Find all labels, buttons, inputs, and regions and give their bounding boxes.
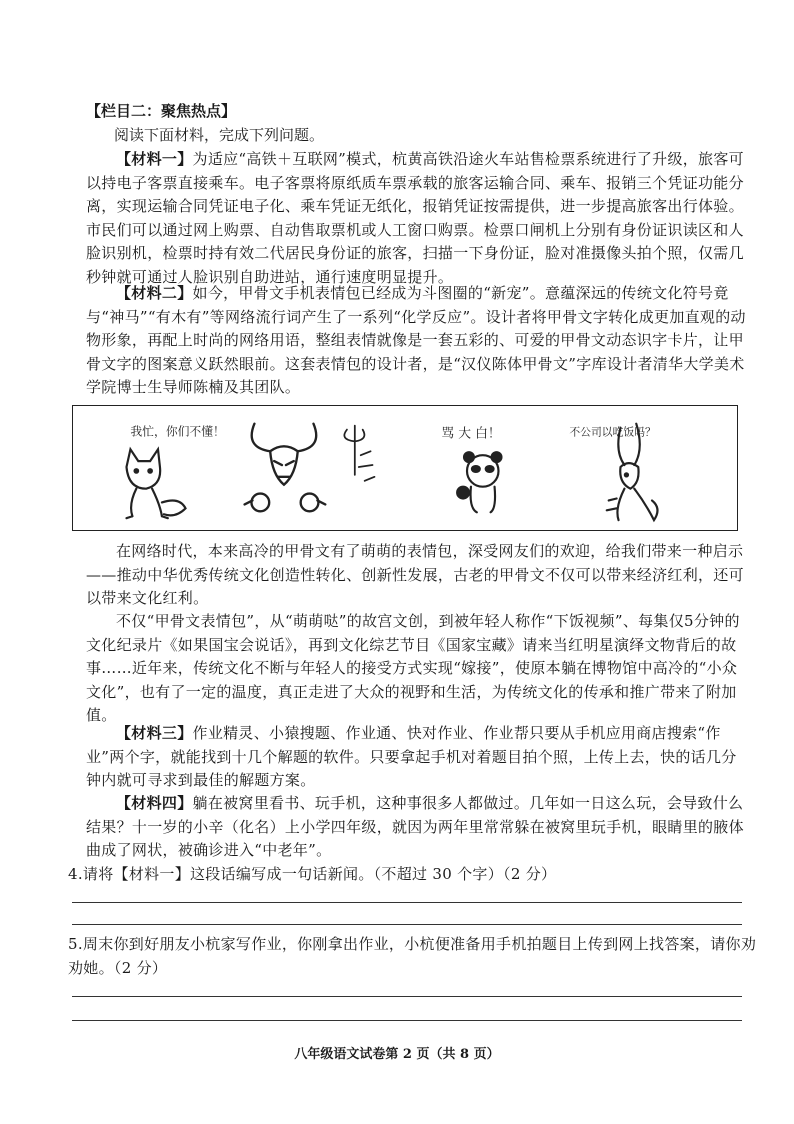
material-2-para-2: 在网络时代，本来高冷的甲骨文有了萌萌的表情包，深受网友们的欢迎，给我们带来一种启示——推动中华优秀传统文化创造性转化、创新性发展，古老的甲骨文不仅可以带来经济红利，还可以带来文化红利。	[86, 542, 744, 608]
panda-emoji-icon	[457, 452, 501, 512]
material-3-text: 作业精灵、小猿搜题、作业通、快对作业、作业帮只要从手机应用商店搜索“作业”两个字，就能找到十几个解题的软件。只要拿起手机对着题目拍个照，上传上去，快的话几分钟内就可寻求到最佳的解题方案。	[86, 724, 737, 790]
question-5: 5.周末你到好朋友小杭家写作业，你刚拿出作业，小杭便准备用手机拍题目上传到网上找答案，请你劝劝她。（2 分）	[68, 935, 757, 977]
material-1-text: 为适应“高铁＋互联网”模式，杭黄高铁沿途火车站售检票系统进行了升级，旅客可以持电子客票直接乘车。电子客票将原纸质车票承载的旅客运输合同、乘车、报销三个凭证功能分离，实现运输合同凭证电子化、乘车凭证无纸化，报销凭证按需提供，进一步提高旅客出行体验。市民们可以通过网上购票、自动售取票机或人工窗口购票。检票口闸机上分别有身份证识读区和人脸识别机，检票时持有效二代居民身份证的旅客，扫描一下身份证，脸对准摄像头拍个照，仅需几秒钟就可通过人脸识别自助进站，通行速度明显提升。	[86, 150, 744, 286]
material-4-text: 躺在被窝里看书、玩手机，这种事很多人都做过。几年如一日这么玩，会导致什么结果？十一岁的小辛（化名）上小学四年级，就因为两年里常常躲在被窝里玩手机，眼睛里的腋体曲成了网状，被确诊进入“中老年”。	[86, 794, 744, 860]
oracle-bone-emoji-illustration	[72, 405, 738, 531]
cat-emoji-icon	[126, 449, 185, 518]
material-2-para-3: 不仅“甲骨文表情包”，从“萌萌哒”的故宫文创，到被年轻人称作“下饭视频”、每集仅5分钟的文化纪录片《如果国宝会说话》，再到文化综艺节目《国家宝藏》请来当红明星演绎文物背后的故事……近年来，传统文化不断与年轻人的接受方式实现“嫁接”，使原本躺在博物馆中高冷的“小众文化”，也有了一定的温度，真正走进了大众的视野和生活，为传统文化的传承和推广带来了附加值。	[86, 612, 740, 725]
material-3-paragraph	[86, 722, 746, 793]
cat-caption: 我忙，你们不懂！	[130, 424, 225, 439]
section-instruction: 阅读下面材料，完成下列问题。	[114, 126, 325, 144]
answer-line-q4-1[interactable]	[72, 902, 742, 903]
material-2-tag: 【材料二】	[116, 284, 193, 302]
panda-caption: 骂 大 白！	[441, 426, 501, 442]
material-4-tag: 【材料四】	[116, 794, 193, 812]
material-2-text: 如今，甲骨文手机表情包已经成为斗图圈的“新宠”。意蕴深远的传统文化符号竟与“神马”“有木有”等网络流行词产生了一系列“化学反应”。设计者将甲骨文字转化成更加直观的动物形象，再配上时尚的网络用语，整组表情就像是一套五彩的、可爱的甲骨文动态识字卡片，让甲骨文字的图案意义跃然眼前。这套表情包的设计者，是“汉仪陈体甲骨文”字库设计者清华大学美术学院博士生导师陈楠及其团队。	[86, 284, 746, 397]
answer-line-q4-2[interactable]	[72, 924, 742, 925]
emoji-drawings	[73, 406, 737, 530]
material-2-paragraph	[86, 282, 746, 400]
page-footer: 八年级语文试卷第 2 页（共 8 页）	[294, 1047, 500, 1062]
answer-line-q5-1[interactable]	[72, 996, 742, 997]
material-4-paragraph	[86, 792, 746, 863]
ox-emoji-icon	[245, 424, 326, 512]
material-3-tag: 【材料三】	[116, 724, 193, 742]
question-4: 4.请将【材料一】这段话编写成一句话新闻。（不超过 30 个字）（2 分）	[68, 865, 557, 883]
answer-line-q5-2[interactable]	[72, 1020, 742, 1021]
rabbit-caption: 不公司以吃饭吗？	[569, 425, 656, 439]
material-1-paragraph	[86, 148, 746, 290]
section-heading: 【栏目二：聚焦热点】	[86, 102, 237, 120]
material-1-tag: 【材料一】	[116, 150, 193, 168]
oracle-glyph-icon	[344, 426, 374, 481]
